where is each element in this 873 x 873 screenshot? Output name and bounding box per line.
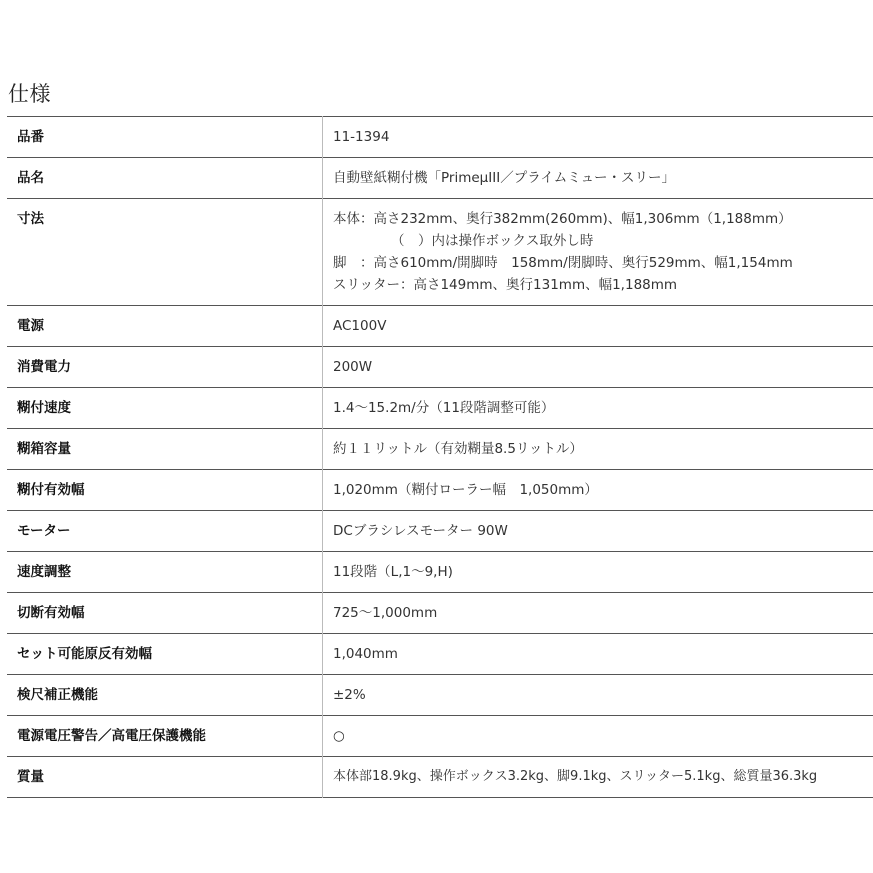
row-value: 11段階（L,1～9,H)	[333, 564, 453, 580]
table-row	[7, 388, 873, 429]
row-value: ○	[333, 728, 345, 744]
row-value: AC100V	[333, 318, 387, 334]
row-label: 電源電圧警告／高電圧保護機能	[7, 716, 323, 757]
spec-table	[7, 116, 873, 798]
table-row	[7, 199, 873, 306]
dimension-line-legs: 脚 ：高さ610mm/開脚時 158mm/閉脚時、奥行529mm、幅1,154mm	[333, 255, 793, 271]
row-label: 消費電力	[7, 347, 323, 388]
table-row	[7, 757, 873, 798]
row-value: 1,020mm（糊付ローラー幅 1,050mm）	[333, 482, 598, 498]
table-row	[7, 716, 873, 757]
table-row	[7, 675, 873, 716]
row-label: 糊付有効幅	[7, 470, 323, 511]
row-label: 糊付速度	[7, 388, 323, 429]
row-label: 電源	[7, 306, 323, 347]
row-label: 品名	[7, 158, 323, 199]
row-label: 切断有効幅	[7, 593, 323, 634]
dimension-line-slitter: スリッター：高さ149mm、奥行131mm、幅1,188mm	[333, 277, 678, 293]
row-value: 自動壁紙糊付機「PrimeμIII／プライムミュー・スリー」	[333, 170, 676, 186]
dimension-line-note: （ ）内は操作ボックス取外し時	[391, 233, 594, 249]
row-label: 速度調整	[7, 552, 323, 593]
dimension-line-body: 本体：高さ232mm、奥行382mm(260mm)、幅1,306mm（1,188mm）	[333, 211, 792, 227]
row-value: 725～1,000mm	[333, 605, 438, 621]
table-row	[7, 306, 873, 347]
row-label: 質量	[7, 757, 323, 798]
row-label: セット可能原反有効幅	[7, 634, 323, 675]
row-value: 約１１リットル（有効糊量8.5リットル）	[333, 441, 583, 457]
table-row	[7, 117, 873, 158]
row-label: モーター	[7, 511, 323, 552]
row-value: 11-1394	[333, 129, 390, 145]
row-value: 200W	[333, 359, 373, 375]
table-row	[7, 511, 873, 552]
row-value: 本体部18.9kg、操作ボックス3.2kg、脚9.1kg、スリッター5.1kg、総質量36.3kg	[333, 769, 818, 784]
row-label: 検尺補正機能	[7, 675, 323, 716]
table-row	[7, 429, 873, 470]
row-label: 品番	[7, 117, 323, 158]
row-value	[323, 199, 873, 306]
row-value: ±2%	[333, 687, 366, 703]
table-row	[7, 634, 873, 675]
row-value: DCブラシレスモーター 90W	[333, 523, 508, 539]
table-row	[7, 552, 873, 593]
table-row	[7, 158, 873, 199]
table-row	[7, 593, 873, 634]
row-label: 糊箱容量	[7, 429, 323, 470]
table-row	[7, 347, 873, 388]
table-row	[7, 470, 873, 511]
row-value: 1.4～15.2m/分（11段階調整可能）	[333, 400, 555, 416]
row-label: 寸法	[7, 199, 323, 306]
row-value: 1,040mm	[333, 646, 398, 662]
section-title: 仕様	[8, 82, 51, 106]
